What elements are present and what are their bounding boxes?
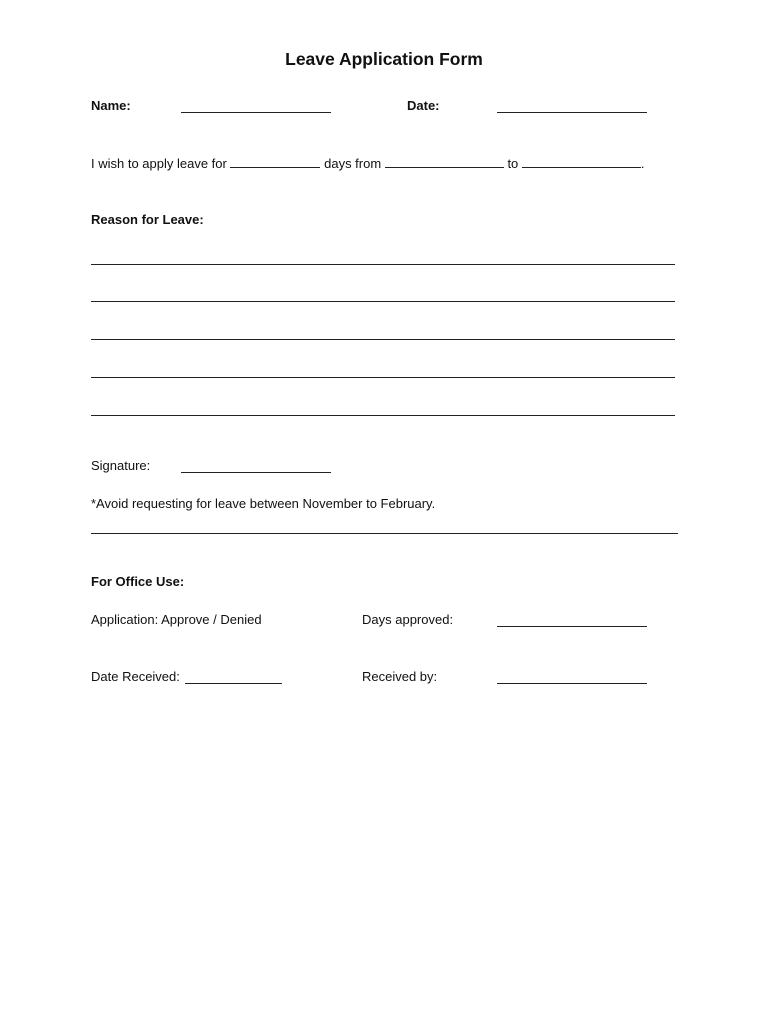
name-field[interactable] (181, 112, 331, 113)
name-label: Name: (91, 98, 131, 113)
signature-field[interactable] (181, 472, 331, 473)
leave-days-field[interactable] (230, 155, 320, 168)
reason-line-1[interactable] (91, 264, 675, 265)
date-label: Date: (407, 98, 440, 113)
page-title: Leave Application Form (285, 49, 483, 69)
office-use-heading: For Office Use: (91, 574, 185, 589)
leave-from-date-field[interactable] (385, 155, 504, 168)
leave-request-sentence (91, 155, 645, 172)
received-by-field[interactable] (497, 683, 647, 684)
sentence-part-4: . (640, 156, 645, 171)
reason-line-4[interactable] (91, 377, 675, 378)
leave-note: *Avoid requesting for leave between November to February. (91, 496, 436, 511)
application-status: Application: Approve / Denied (91, 612, 262, 627)
section-divider (91, 533, 678, 534)
received-by-label: Received by: (362, 669, 438, 684)
sentence-part-1: I wish to apply leave for (91, 156, 227, 171)
sentence-part-2: days from (324, 156, 382, 171)
signature-label: Signature: (91, 458, 151, 473)
date-received-field[interactable] (185, 683, 282, 684)
reason-line-2[interactable] (91, 301, 675, 302)
reason-line-5[interactable] (91, 415, 675, 416)
sentence-part-3: to (507, 156, 519, 171)
days-approved-field[interactable] (497, 626, 647, 627)
date-field[interactable] (497, 112, 647, 113)
reason-label: Reason for Leave: (91, 212, 204, 227)
reason-line-3[interactable] (91, 339, 675, 340)
leave-to-date-field[interactable] (522, 155, 641, 168)
date-received-label: Date Received: (91, 669, 180, 684)
days-approved-label: Days approved: (362, 612, 454, 627)
